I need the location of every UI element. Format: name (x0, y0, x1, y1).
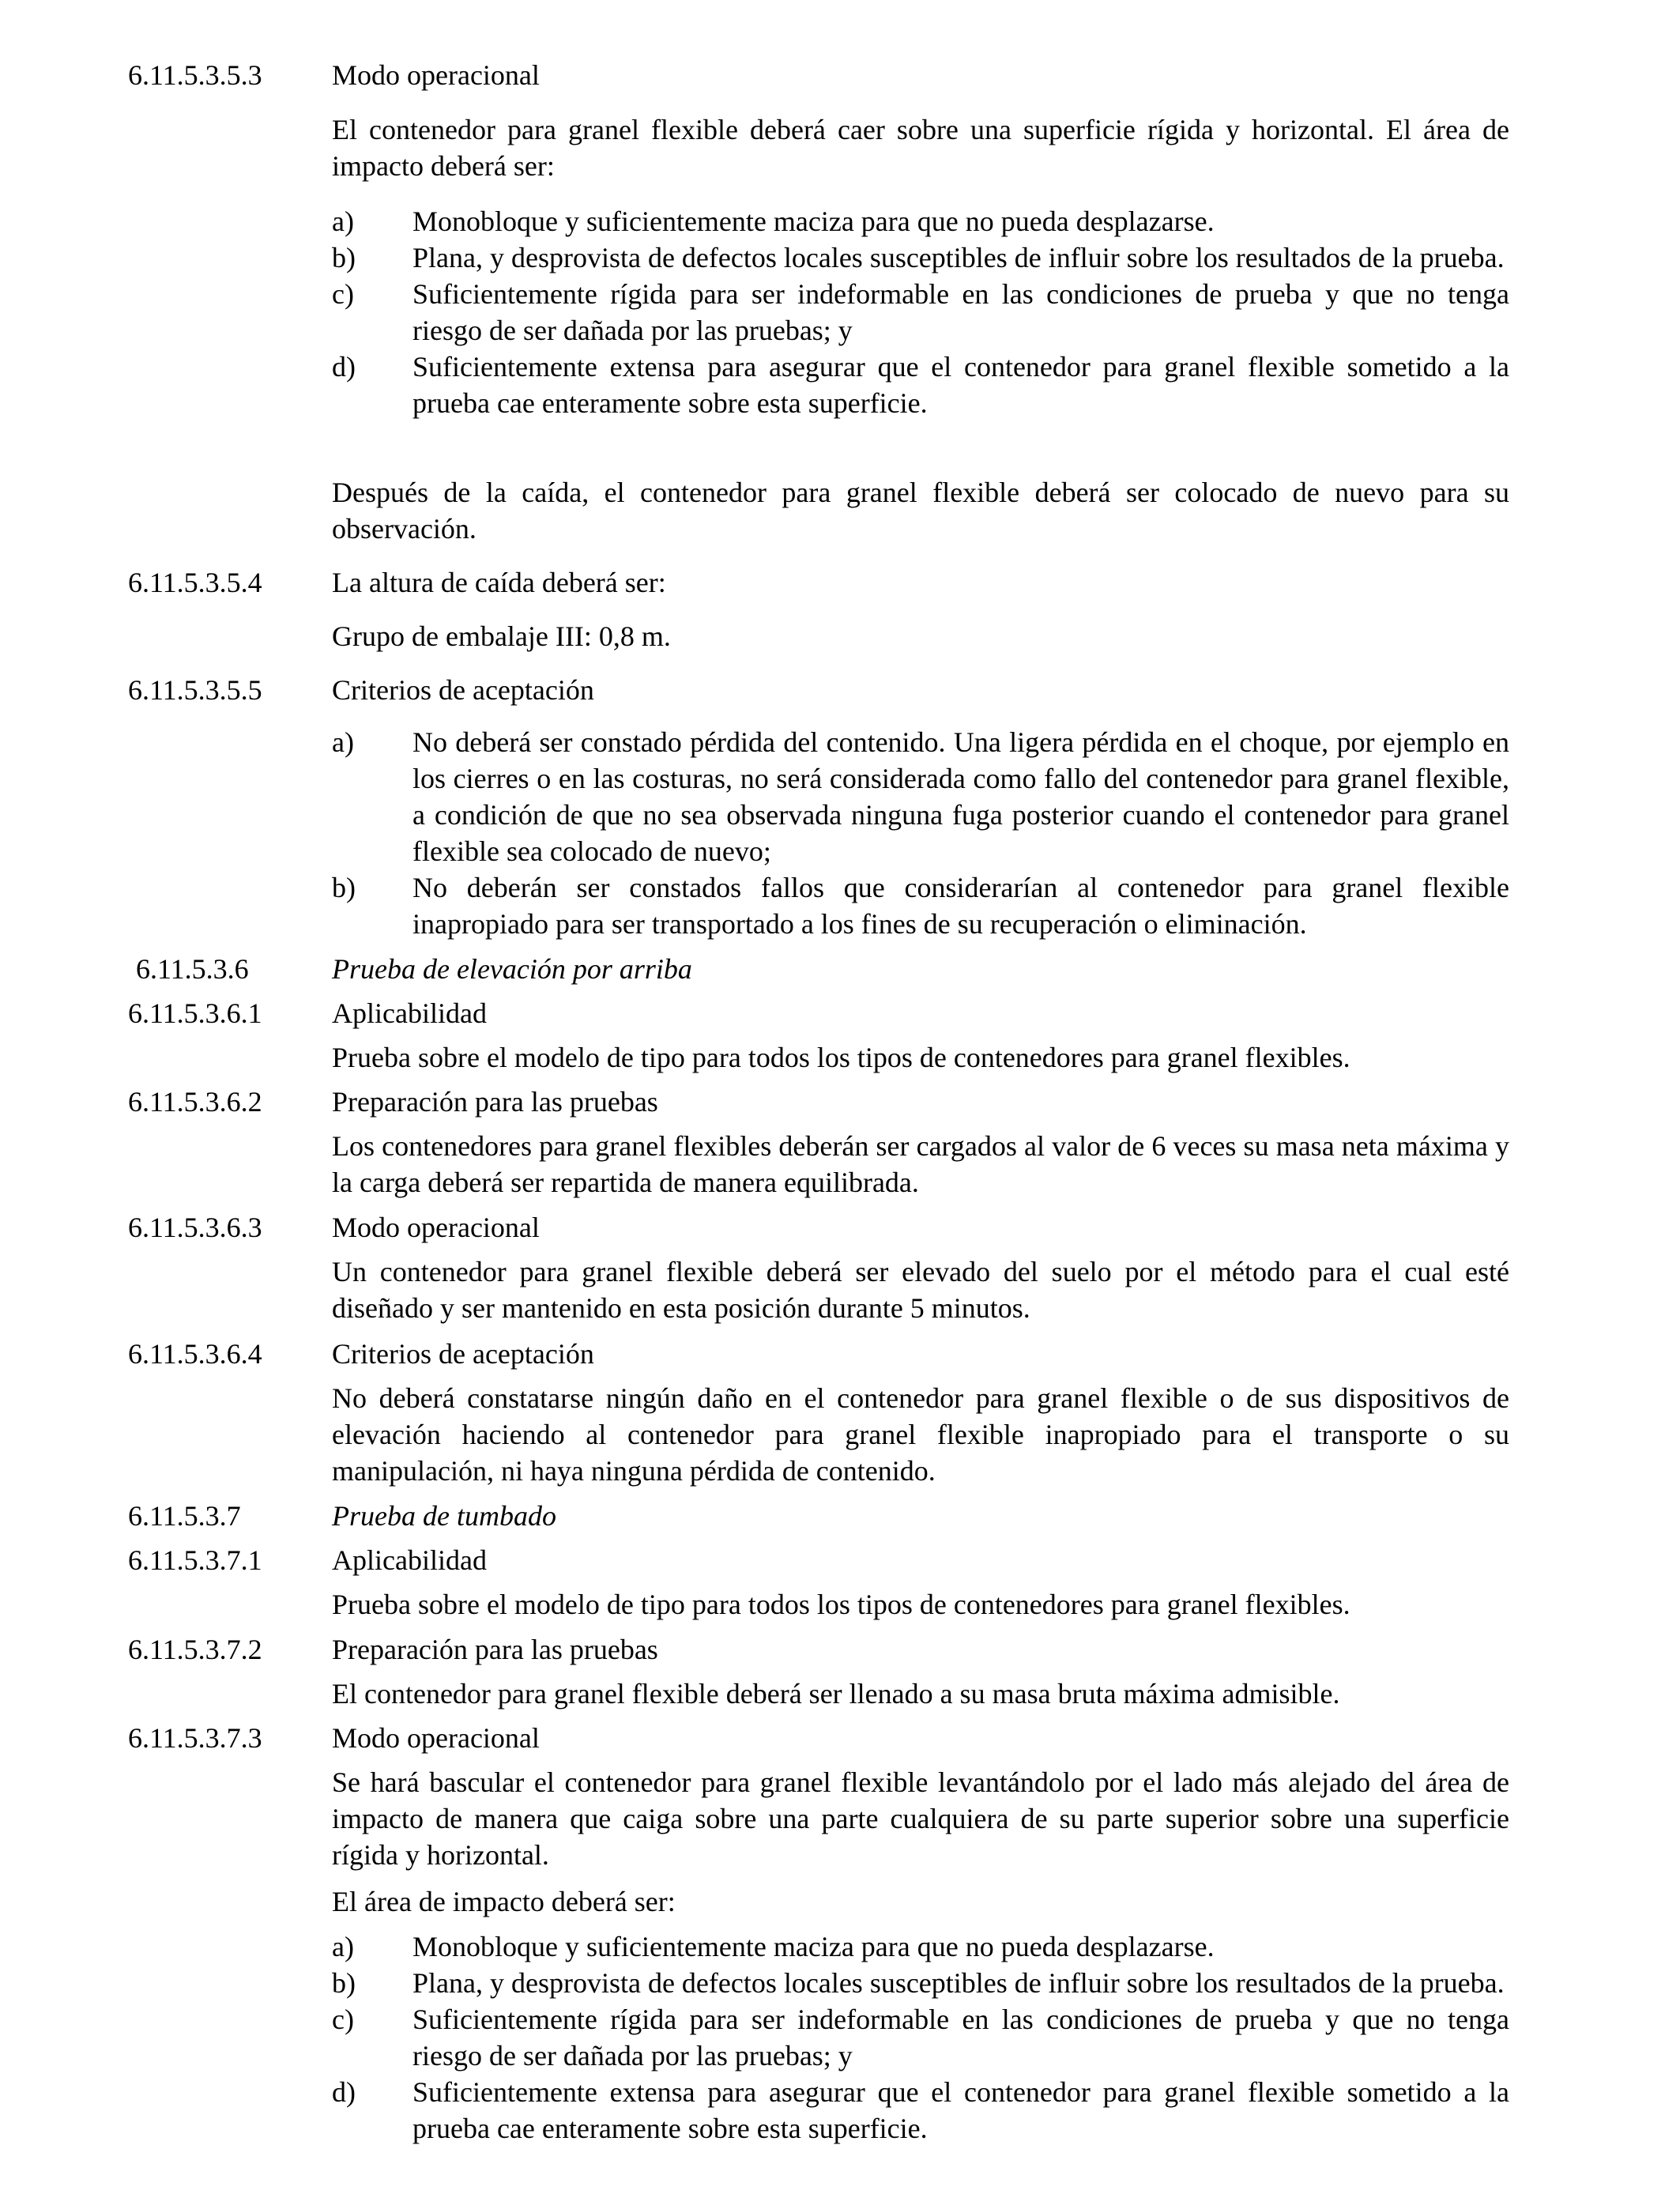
section-title: La altura de caída deberá ser: (332, 567, 666, 598)
section-number: 6.11.5.3.6.3 (128, 1212, 262, 1243)
paragraph: El contenedor para granel flexible deberá caer sobre una superficie rígida y horizontal. El área de impacto deberá ser: (332, 114, 1509, 182)
list (332, 203, 1509, 421)
list-item (332, 276, 1509, 349)
list (332, 1928, 1509, 2147)
list-marker: a) (332, 205, 354, 237)
list-marker: c) (332, 2004, 354, 2035)
section-title: Aplicabilidad (332, 1544, 487, 1576)
list-item-text: Suficientemente rígida para ser indeformable en las condiciones de prueba y que no tenga riesgo de ser dañada por las pruebas; y (412, 278, 1509, 346)
list-item-text: Monobloque y suficientemente maciza para que no pueda desplazarse. (412, 205, 1215, 237)
section-number: 6.11.5.3.5.3 (128, 59, 262, 91)
list-item (332, 349, 1509, 421)
paragraph: Después de la caída, el contenedor para granel flexible deberá ser colocado de nuevo para su observación. (332, 477, 1509, 545)
section-heading: Prueba de tumbado (332, 1500, 556, 1532)
list-marker: d) (332, 351, 356, 383)
list-item-text: Plana, y desprovista de defectos locales susceptibles de influir sobre los resultados de la prueba. (412, 1967, 1505, 1999)
section-number: 6.11.5.3.6.2 (128, 1086, 262, 1118)
section-number: 6.11.5.3.6 (136, 953, 249, 985)
section-number: 6.11.5.3.5.4 (128, 567, 262, 598)
paragraph: El área de impacto deberá ser: (332, 1886, 676, 1917)
list-item-text: No deberá ser constado pérdida del contenido. Una ligera pérdida en el choque, por ejemplo en los cierres o en las costuras, no será considerada como fallo del contenedor para granel flexible, a condición de que no sea observada ninguna fuga posterior cuando el contenedor para granel flexible sea colocado de nuevo; (412, 726, 1509, 867)
list-marker: b) (332, 872, 356, 903)
section-title: Modo operacional (332, 1212, 540, 1243)
list-marker: b) (332, 1967, 356, 1999)
list-item-text: Suficientemente extensa para asegurar que el contenedor para granel flexible sometido a la prueba cae enteramente sobre esta superficie. (412, 2076, 1509, 2144)
list-item-text: Suficientemente rígida para ser indeformable en las condiciones de prueba y que no tenga riesgo de ser dañada por las pruebas; y (412, 2004, 1509, 2071)
paragraph: Se hará bascular el contenedor para granel flexible levantándolo por el lado más alejado del área de impacto de manera que caiga sobre una parte cualquiera de su parte superior sobre una superficie rígida y horizontal. (332, 1766, 1509, 1871)
section-title: Modo operacional (332, 59, 540, 91)
section-number: 6.11.5.3.7 (128, 1500, 241, 1532)
list-marker: c) (332, 278, 354, 310)
section-title: Preparación para las pruebas (332, 1086, 658, 1118)
paragraph: Prueba sobre el modelo de tipo para todos los tipos de contenedores para granel flexibles. (332, 1589, 1350, 1620)
list-item (332, 2074, 1509, 2147)
paragraph: El contenedor para granel flexible deberá ser llenado a su masa bruta máxima admisible. (332, 1678, 1340, 1710)
list-item (332, 239, 1509, 276)
paragraph: Un contenedor para granel flexible deberá ser elevado del suelo por el método para el cual esté diseñado y ser mantenido en esta posición durante 5 minutos. (332, 1256, 1509, 1324)
paragraph: Prueba sobre el modelo de tipo para todos los tipos de contenedores para granel flexibles. (332, 1042, 1350, 1073)
paragraph: No deberá constatarse ningún daño en el contenedor para granel flexible o de sus dispositivos de elevación haciendo al contenedor para granel flexible inapropiado para el transporte o su manipulación, ni haya ninguna pérdida de contenido. (332, 1382, 1509, 1487)
list-item (332, 1965, 1509, 2001)
list-item (332, 724, 1509, 869)
section-number: 6.11.5.3.7.3 (128, 1722, 262, 1754)
list-item-text: Suficientemente extensa para asegurar que el contenedor para granel flexible sometido a la prueba cae enteramente sobre esta superficie. (412, 351, 1509, 419)
paragraph: Los contenedores para granel flexibles deberán ser cargados al valor de 6 veces su masa neta máxima y la carga deberá ser repartida de manera equilibrada. (332, 1130, 1509, 1198)
section-number: 6.11.5.3.6.1 (128, 997, 262, 1029)
list (332, 724, 1509, 942)
section-number: 6.11.5.3.7.2 (128, 1634, 262, 1665)
list-marker: d) (332, 2076, 356, 2108)
paragraph: Grupo de embalaje III: 0,8 m. (332, 620, 671, 652)
list-item (332, 869, 1509, 942)
list-item-text: Plana, y desprovista de defectos locales susceptibles de influir sobre los resultados de la prueba. (412, 242, 1505, 273)
list-item-text: Monobloque y suficientemente maciza para que no pueda desplazarse. (412, 1931, 1215, 1962)
list-item (332, 203, 1509, 239)
section-number: 6.11.5.3.6.4 (128, 1338, 262, 1370)
section-number: 6.11.5.3.7.1 (128, 1544, 262, 1576)
list-item (332, 2001, 1509, 2074)
section-number: 6.11.5.3.5.5 (128, 674, 262, 706)
section-title: Aplicabilidad (332, 997, 487, 1029)
list-item (332, 1928, 1509, 1965)
list-item-text: No deberán ser constados fallos que considerarían al contenedor para granel flexible inapropiado para ser transportado a los fines de su recuperación o eliminación. (412, 872, 1509, 940)
section-title: Criterios de aceptación (332, 674, 594, 706)
list-marker: a) (332, 1931, 354, 1962)
section-title: Modo operacional (332, 1722, 540, 1754)
section-title: Criterios de aceptación (332, 1338, 594, 1370)
list-marker: a) (332, 726, 354, 758)
section-title: Preparación para las pruebas (332, 1634, 658, 1665)
section-heading: Prueba de elevación por arriba (332, 953, 692, 985)
list-marker: b) (332, 242, 356, 273)
